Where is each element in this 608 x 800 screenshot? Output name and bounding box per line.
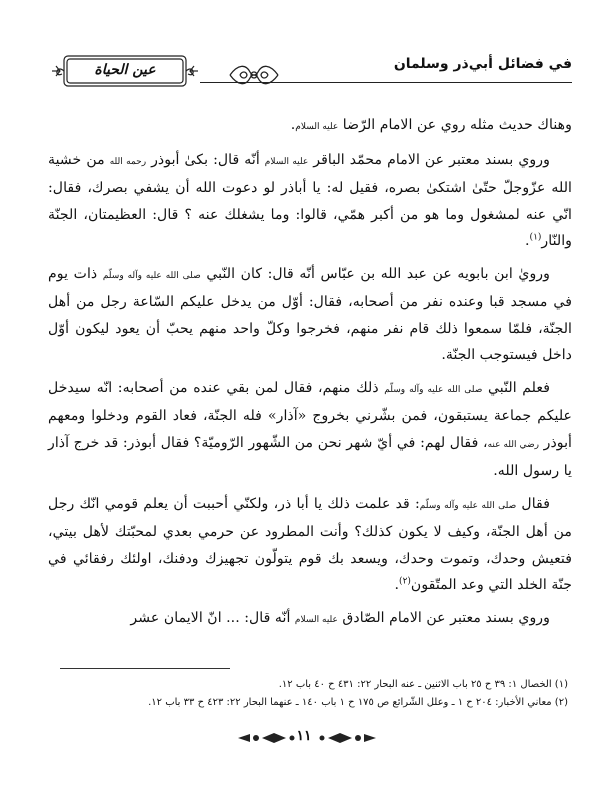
text-run: ذات يوم في مسجد قبا وعنده نفر من أصحابه، فقال: أوّل من يدخل عليكم السّاعة رجل من أهل الجنّة، فلمّا سمعوا ذلك قام نفر منهم، فخرجوا وكلّ واحد منهم يحبّ أن يعود ليكون أوّل داخل فيستوجب الجنّة. [48, 265, 572, 363]
paragraph [48, 261, 572, 369]
text-run: وروي بسند معتبر عن الامام محمّد الباقر [308, 151, 550, 168]
footnote-ref: (١) [529, 232, 542, 243]
text-run: . [290, 117, 296, 133]
text-run: : قد علمت ذلك يا أبا ذر، ولكنّي أحببت أن يعلم قومي انّك رجل من أهل الجنّة، وكيف لا يكون كذلك؟ وأنت المطرود عن حرمي بعدي لمحبّتك لأهل بيتي، فتعيش وحدك، وتموت وحدك، ويسعد بك قوم يتولّون تجهيزك ودفنك، اولئك رفقائي في جنّة الخلد التي وعد المتّقون [48, 495, 572, 593]
footnotes [48, 676, 568, 712]
honorific: صلى الله عليه وآله وسلّم [384, 384, 483, 395]
honorific: صلى الله عليه وآله وسلّم [419, 500, 517, 511]
floral-ornament-icon [228, 62, 280, 88]
footnote-ref: (٢) [399, 576, 411, 587]
footnote-rule [60, 668, 230, 669]
page-footer [0, 728, 608, 748]
book-title-badge [50, 52, 200, 90]
honorific: صلى الله عليه وآله وسلّم [102, 270, 201, 281]
text-run: أنّه قال: بكىٰ أبوذر [146, 151, 265, 168]
text-run: أنّه قال: ... انّ الايمان عشر [130, 609, 295, 626]
book-title-text: عين الحياة [94, 62, 156, 78]
page-header [50, 48, 572, 96]
text-run: من خشية الله عزّوجلّ حتّىٰ اشتكىٰ بصره، فقيل له: يا أباذر لو دعوت الله أن يشفي بصرك، فقال: انّي عنه لمشغول وما هو من أكبر همّي، قالوا: وما يشغلك عنه ؟ قال: العظيمتان، الجنّة والنّار [48, 151, 572, 249]
footnote: (٢) معاني الأخبار: ٢٠٤ ح ١ ـ وعلل الشّرائع ص ١٧٥ ح ١ باب ١٤٠ ـ عنهما البحار ٢٢: ٤٢٣ ح ٣٣ باب ١٢. [148, 697, 568, 708]
paragraph [48, 605, 572, 634]
text-run: فقال [516, 495, 550, 512]
paragraph [48, 147, 572, 255]
honorific: عليه السلام [295, 122, 339, 132]
text-run: وروي بسند معتبر عن الامام الصّادق [337, 609, 550, 626]
page-number: ١١ [296, 728, 312, 744]
honorific: عليه السلام [294, 614, 338, 625]
text-run: ذلك منهم، فقال لمن بقي عنده من أصحابه: انّه سيدخل عليكم جماعة يستبقون، فمن بشّرني بخروج «آذار» فله الجنّة، فعاد القوم ودخلوا ومعهم أبوذر [48, 379, 572, 451]
text-run: ، فقال لهم: في أيّ شهر نحن من الشّهور الرّوميّة؟ فقال أبوذر: قد خرج آذار يا رسول الله. [48, 434, 572, 479]
text-run: وهناك حديث مثله روي عن الامام الرّضا [338, 117, 572, 133]
paragraph [48, 112, 572, 141]
paragraph [48, 375, 572, 485]
page-number-ornament-icon [318, 731, 378, 745]
text-run: ورويٰ ابن بابويه عن عبد الله بن عبّاس أنّه قال: كان النّبي [200, 265, 550, 282]
page-number-ornament-icon [236, 731, 296, 745]
honorific: عليه السلام [264, 156, 309, 167]
running-title: في فضائل أبي‌ذر وسلمان [393, 56, 572, 72]
text-run: . [525, 233, 530, 249]
body-text [48, 112, 572, 639]
text-run: فعلم النّبي [482, 379, 550, 396]
footnote: (١) الخصال ١: ٣٩ ح ٢٥ باب الاثنين ـ عنه البحار ٢٢: ٤٣١ ح ٤٠ باب ١٢. [278, 679, 568, 690]
honorific: رحمه الله [109, 156, 147, 167]
text-run: . [394, 577, 400, 593]
paragraph [48, 491, 572, 599]
honorific: رضي الله عنه [487, 439, 539, 450]
